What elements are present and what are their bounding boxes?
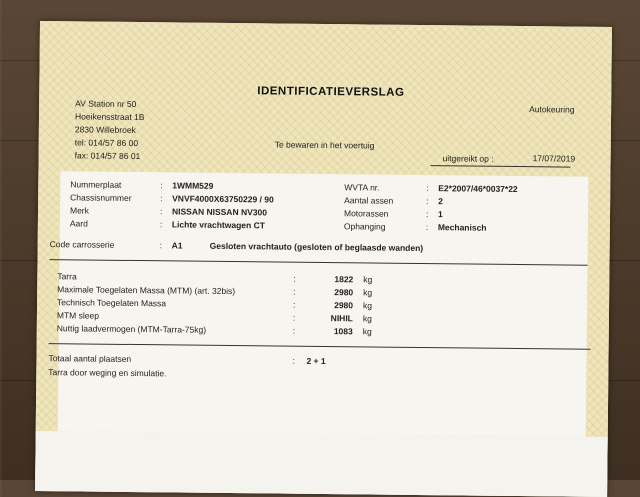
address-fax: fax: 014/57 86 01 <box>74 150 141 162</box>
suspension-sep: : <box>425 222 429 233</box>
type-sep: : <box>159 219 163 230</box>
payload-unit: kg <box>362 326 372 337</box>
issued-date: 17/07/2019 <box>532 153 576 164</box>
chassis-value: VNVF4000X63750229 / 90 <box>172 193 274 205</box>
tare-method-note: Tarra door weging en simulatie. <box>48 367 167 379</box>
axles-value: 2 <box>438 196 443 207</box>
issued-label: uitgereikt op : <box>442 153 494 164</box>
technical-mass-unit: kg <box>363 300 373 311</box>
drive-axles-sep: : <box>425 209 429 220</box>
tare-unit: kg <box>363 274 373 285</box>
plate-label: Nummerplaat <box>70 179 122 190</box>
tow-mass-value: NIHIL <box>330 313 353 324</box>
address-phone: tel: 014/57 86 00 <box>74 137 139 149</box>
mtm-label: Maximale Toegelaten Massa (MTM) (art. 32bis) <box>57 284 236 297</box>
chassis-sep: : <box>160 193 163 204</box>
axles-sep: : <box>426 196 429 207</box>
document-title: IDENTIFICATIEVERSLAG <box>257 85 405 99</box>
plate-sep: : <box>160 180 163 191</box>
mtm-value: 2980 <box>334 287 354 298</box>
body-code-value: A1 <box>171 240 183 251</box>
tow-mass-unit: kg <box>362 313 372 324</box>
drive-axles-value: 1 <box>437 209 443 220</box>
chassis-label: Chassisnummer <box>70 192 132 203</box>
wvta-sep: : <box>426 183 429 194</box>
keep-in-vehicle-note: Te bewaren in het voertuig <box>274 139 375 151</box>
address-line-3: 2830 Willebroek <box>74 124 136 136</box>
payload-label: Nuttig laadvermogen (MTM-Tarra-75kg) <box>56 323 207 335</box>
plate-value: 1WMM529 <box>172 180 214 191</box>
payload-sep: : <box>292 325 296 336</box>
make-value: NISSAN NISSAN NV300 <box>171 206 268 218</box>
type-label: Aard <box>69 218 88 229</box>
tow-mass-label: MTM sleep <box>56 310 100 321</box>
wvta-value: E2*2007/46*0037*22 <box>438 183 518 195</box>
technical-mass-sep: : <box>293 299 296 310</box>
body-code-label: Code carrosserie <box>49 239 115 250</box>
make-label: Merk <box>69 205 89 216</box>
suspension-label: Ophanging <box>343 221 386 232</box>
drive-axles-label: Motorassen <box>343 208 389 219</box>
seats-sep: : <box>292 355 295 366</box>
technical-mass-label: Technisch Toegelaten Massa <box>57 297 167 309</box>
make-sep: : <box>159 206 163 217</box>
inspection-label: Autokeuring <box>529 104 575 115</box>
mtm-sep: : <box>293 286 296 297</box>
body-code-description: Gesloten vrachtauto (gesloten of beglaasde wanden) <box>209 240 424 254</box>
document-sheet <box>35 21 612 497</box>
technical-mass-value: 2980 <box>334 300 354 311</box>
address-line-1: AV Station nr 50 <box>75 98 137 110</box>
tare-label: Tarra <box>57 271 77 282</box>
suspension-value: Mechanisch <box>437 222 487 233</box>
tare-value: 1822 <box>334 274 354 285</box>
wvta-label: WVTA nr. <box>344 182 380 193</box>
seats-label: Totaal aantal plaatsen <box>48 353 132 364</box>
axles-label: Aantal assen <box>344 195 394 206</box>
type-value: Lichte vrachtwagen CT <box>171 219 266 231</box>
tare-sep: : <box>293 273 296 284</box>
address-line-2: Hoeikensstraat 1B <box>74 111 145 123</box>
bottom-margin <box>35 431 608 497</box>
payload-value: 1083 <box>333 326 353 337</box>
seats-value: 2 + 1 <box>306 355 326 367</box>
body-code-sep: : <box>159 240 163 251</box>
tow-mass-sep: : <box>292 312 296 323</box>
mtm-unit: kg <box>363 287 373 298</box>
